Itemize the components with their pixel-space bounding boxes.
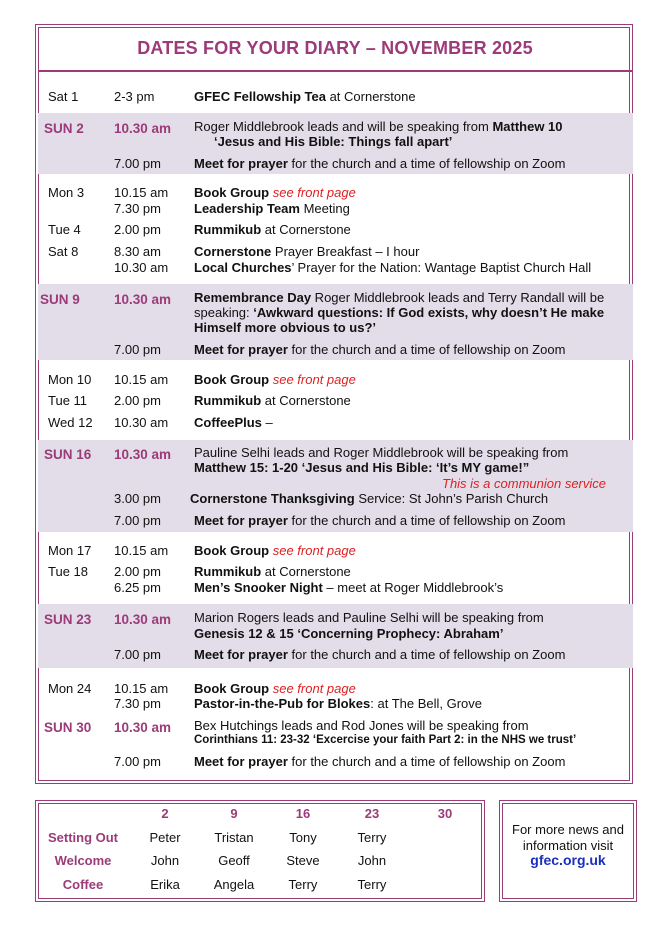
rota-name: Terry [357,877,387,892]
time: 3.00 pm [114,491,161,506]
time: 2.00 pm [114,222,161,237]
event: Remembrance Day Roger Middlebrook leads and Terry Randall will be [194,290,605,305]
date-sun-30: SUN 30 [44,720,92,735]
rota-name: Angela [213,877,255,892]
time: 10.30 am [114,447,172,462]
event: Pastor-in-the-Pub for Blokes: at The Bell, Grove [194,696,483,711]
event: Book Group see front page [194,185,356,200]
event: Men’s Snooker Night – meet at Roger Middlebrook’s [194,580,504,595]
time: 2-3 pm [114,89,155,104]
date-tue-18: Tue 18 [48,564,88,579]
rota-name: John [357,853,387,868]
time: 10.15 am [114,681,169,696]
rota-name: Geoff [218,853,250,868]
date-sun-23: SUN 23 [44,612,92,627]
date-mon-3: Mon 3 [48,185,85,200]
event: Cornerstone Thanksgiving Service: St John’s Parish Church [190,491,549,506]
time: 10.15 am [114,372,169,387]
rota-label-setting-out: Setting Out [47,830,119,845]
news-text: information visit [522,838,614,853]
event: Marion Rogers leads and Pauline Selhi will be speaking from [194,610,544,625]
date-tue-11: Tue 11 [48,393,88,408]
rota-name: Erika [150,877,180,892]
rota-label-welcome: Welcome [54,853,112,868]
rota-date: 2 [161,806,169,821]
event: Roger Middlebrook leads and will be speaking from Matthew 10 [194,119,563,134]
time: 8.30 am [114,244,161,259]
sermon-title: Genesis 12 & 15 ‘Concerning Prophecy: Abraham’ [194,626,504,641]
date-sat-8: Sat 8 [48,244,79,259]
date-mon-10: Mon 10 [48,372,92,387]
time: 10.15 am [114,185,169,200]
date-sat-1: Sat 1 [48,89,79,104]
event: Pauline Selhi leads and Roger Middlebrook will be speaking from [194,445,569,460]
time: 2.00 pm [114,393,161,408]
time: 2.00 pm [114,564,161,579]
time: 10.15 am [114,543,169,558]
page-title: DATES FOR YOUR DIARY – NOVEMBER 2025 [137,38,533,58]
event: Meet for prayer for the church and a time of fellowship on Zoom [194,513,566,528]
sermon-title: Corinthians 11: 23-32 ‘Excercise your faith Part 2: in the NHS we trust’ [194,734,577,746]
event: Bex Hutchings leads and Rod Jones will be speaking from [194,718,529,733]
rota-date: 9 [230,806,238,821]
date-wed-12: Wed 12 [48,415,93,430]
rota-name: Tony [289,830,317,845]
rota-date: 16 [295,806,311,821]
sermon-title: Himself more obvious to us?’ [194,320,377,335]
date-sun-9: SUN 9 [40,292,80,307]
time: 6.25 pm [114,580,161,595]
time: 7.00 pm [114,156,161,171]
event: Book Group see front page [194,543,356,558]
event: CoffeePlus – [194,415,273,430]
rota-date: 30 [437,806,453,821]
time: 7.00 pm [114,754,161,769]
date-sun-2: SUN 2 [44,121,84,136]
event: Book Group see front page [194,372,356,387]
date-sun-16: SUN 16 [44,447,92,462]
sermon-title: Matthew 15: 1-20 ‘Jesus and His Bible: ‘It’s MY game!” [194,460,530,475]
communion-note: This is a communion service [442,476,606,491]
time: 10.30 am [114,415,169,430]
event: Meet for prayer for the church and a time of fellowship on Zoom [194,647,566,662]
title-divider [38,70,632,72]
time: 7.00 pm [114,342,161,357]
rota-label-coffee: Coffee [62,877,104,892]
rota-name: Peter [149,830,181,845]
event: Leadership Team Meeting [194,201,350,216]
website-link[interactable]: gfec.org.uk [530,852,606,868]
sermon-title: ‘Jesus and His Bible: Things fall apart’ [214,134,453,149]
time: 7.00 pm [114,513,161,528]
rota-name: Steve [286,853,320,868]
rota-date: 23 [364,806,380,821]
event: Rummikub at Cornerstone [194,222,351,237]
rota-name: Terry [288,877,318,892]
time: 10.30 am [114,121,172,136]
event: Local Churches’ Prayer for the Nation: Wantage Baptist Church Hall [194,260,592,275]
rota-name: Tristan [214,830,254,845]
rota-name: John [150,853,180,868]
event: Meet for prayer for the church and a time of fellowship on Zoom [194,156,566,171]
date-mon-24: Mon 24 [48,681,92,696]
event: Cornerstone Prayer Breakfast – I hour [194,244,420,259]
event: Meet for prayer for the church and a time of fellowship on Zoom [194,754,566,769]
event: Rummikub at Cornerstone [194,564,351,579]
time: 7.00 pm [114,647,161,662]
time: 10.30 am [114,292,172,307]
time: 7.30 pm [114,201,161,216]
date-tue-4: Tue 4 [48,222,81,237]
time: 10.30 am [114,612,172,627]
date-mon-17: Mon 17 [48,543,92,558]
event: speaking: ‘Awkward questions: If God exists, why doesn’t He make [194,305,605,320]
event: Meet for prayer for the church and a time of fellowship on Zoom [194,342,566,357]
time: 10.30 am [114,720,172,735]
rota-name: Terry [357,830,387,845]
news-text: For more news and [512,822,624,837]
time: 7.30 pm [114,696,161,711]
event: GFEC Fellowship Tea at Cornerstone [194,89,416,104]
event: Book Group see front page [194,681,356,696]
time: 10.30 am [114,260,169,275]
event: Rummikub at Cornerstone [194,393,351,408]
